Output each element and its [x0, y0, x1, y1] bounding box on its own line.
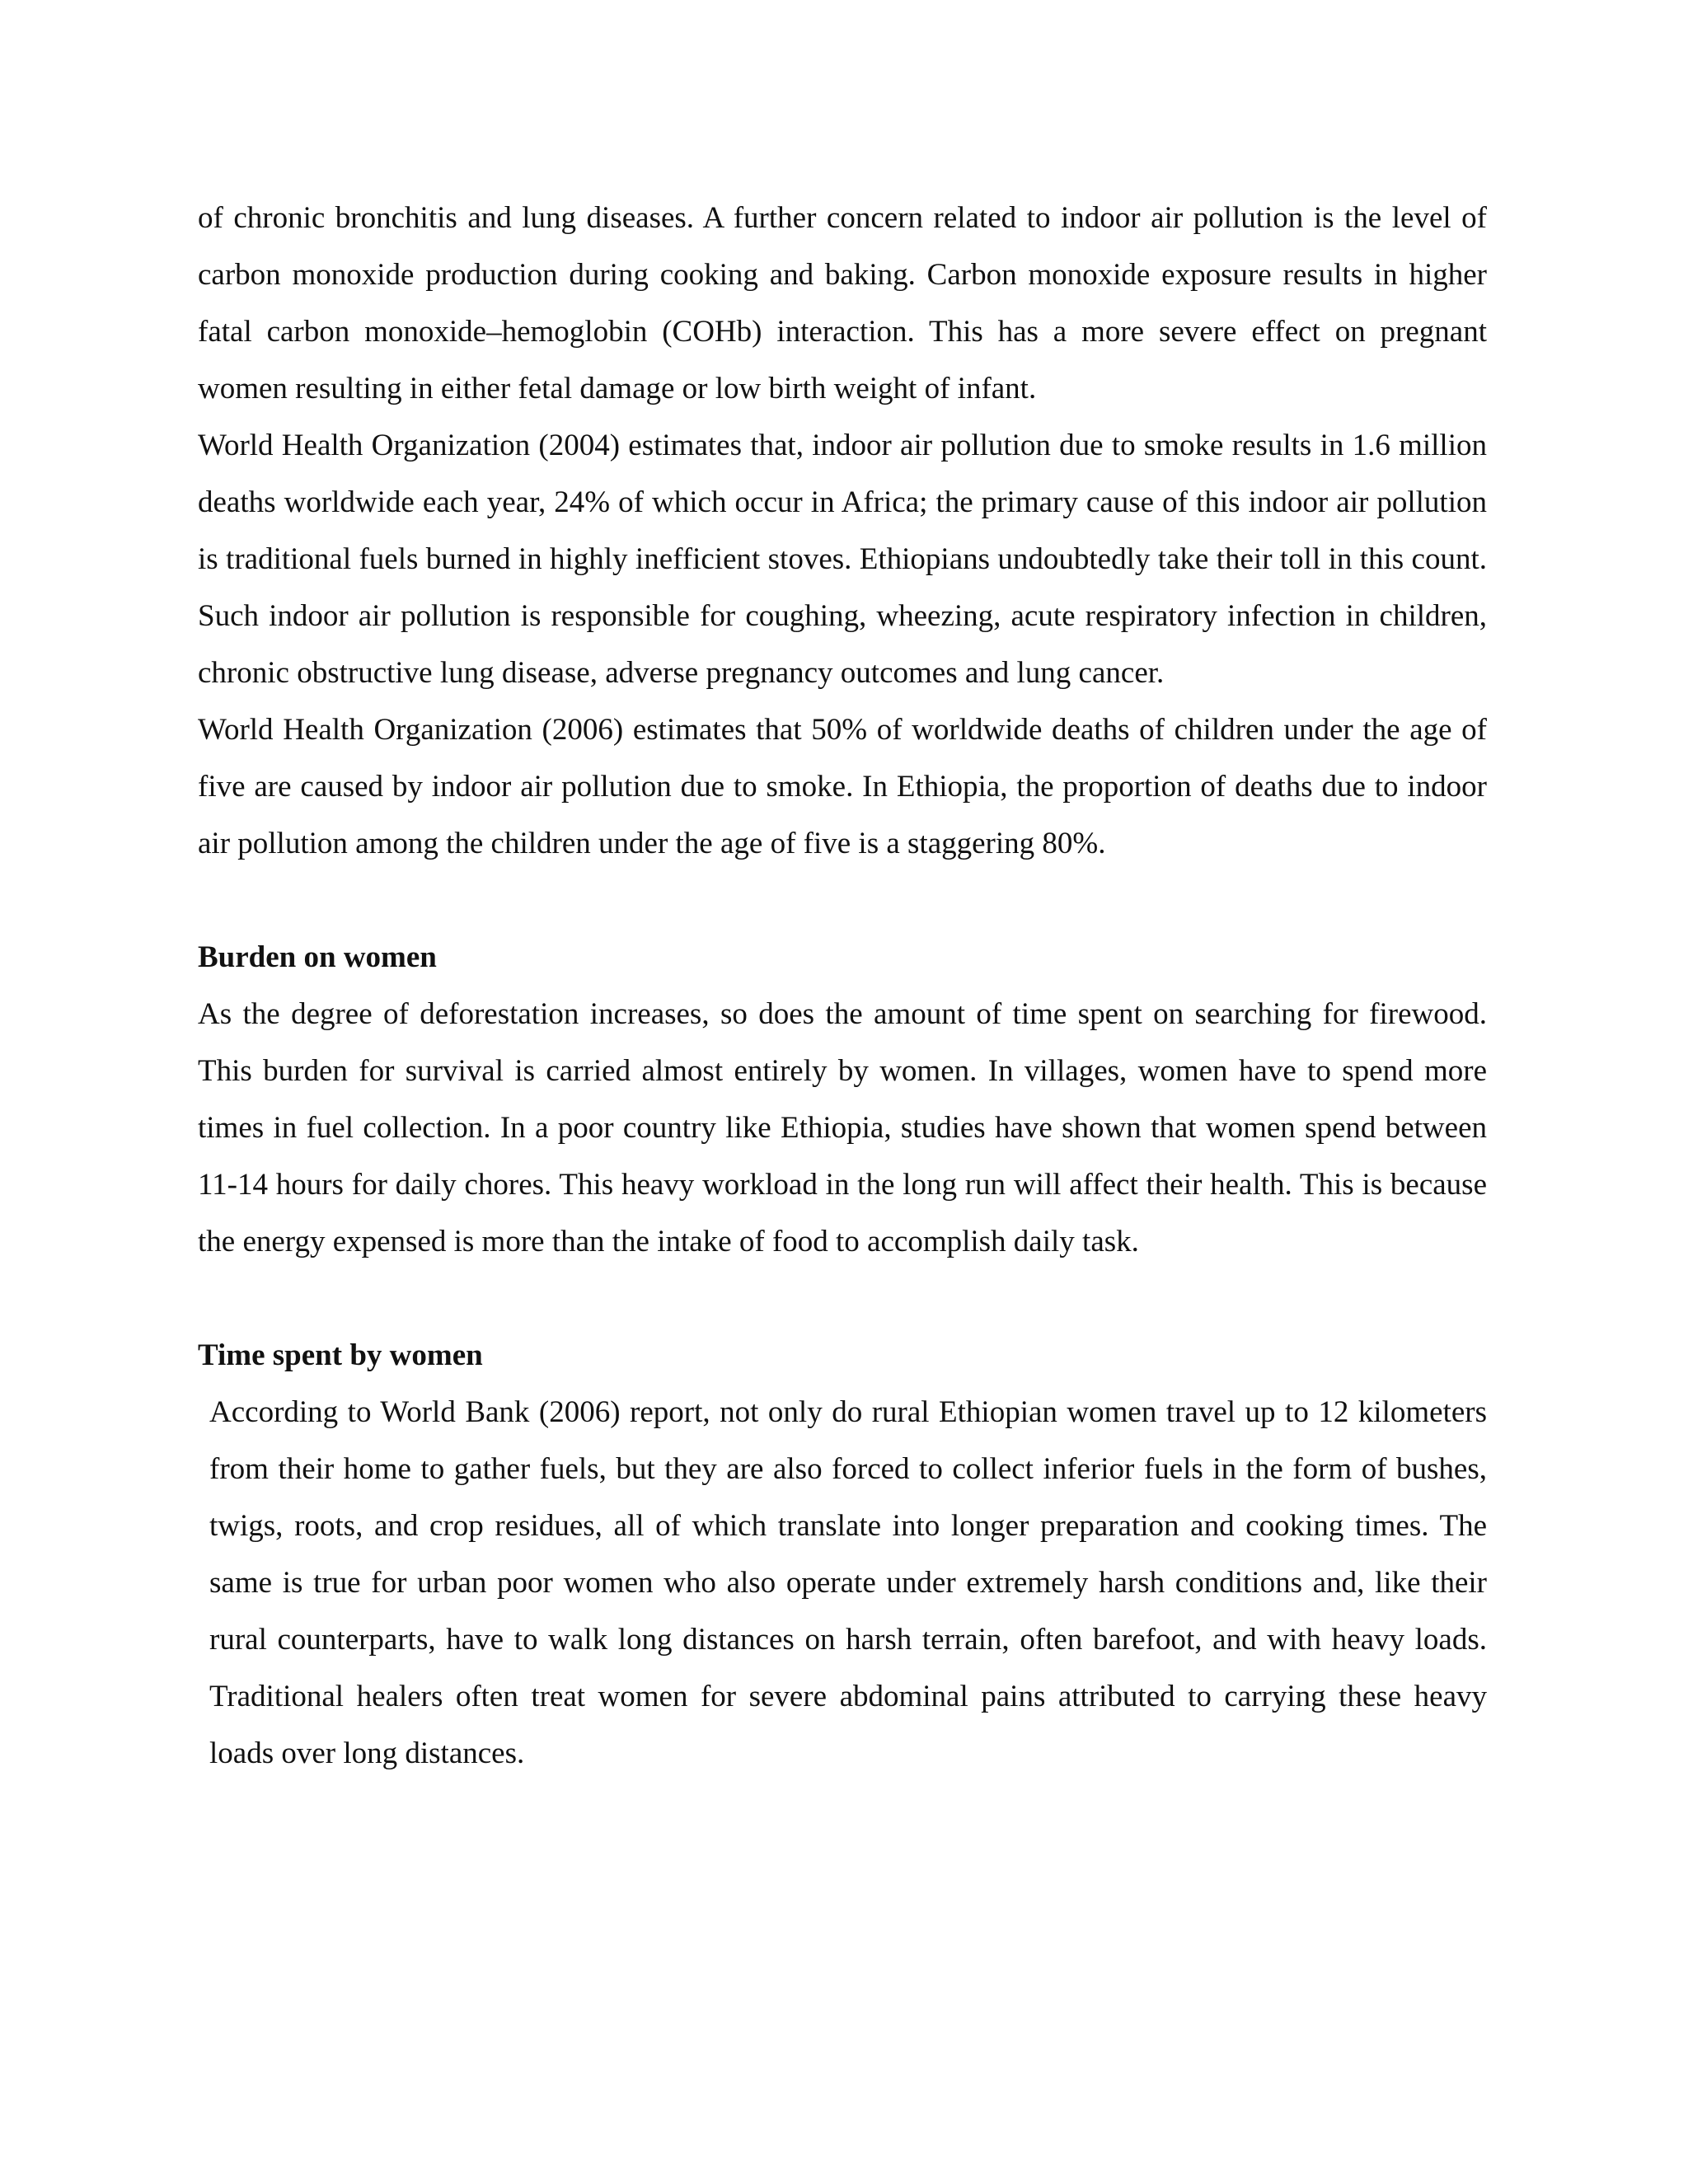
- heading-burden-on-women: Burden on women: [198, 940, 437, 974]
- paragraph-indoor-air-pollution: of chronic bronchitis and lung diseases. A further concern related to indoor air pollution is the level of carbon monoxide production during cooking and baking. Carbon monoxide exposure results in higher fatal carbon monoxide–hemoglobin (COHb) interaction. This has a more severe effect on pregnant women resulting in either fetal damage or low birth weight of infant.: [198, 201, 1487, 405]
- document-page: [198, 190, 1487, 1782]
- paragraph-who-2004: World Health Organization (2004) estimates that, indoor air pollution due to smoke results in 1.6 million deaths worldwide each year, 24% of which occur in Africa; the primary cause of this indoor air pollution is traditional fuels burned in highly inefficient stoves. Ethiopians undoubtedly take their toll in this count. Such indoor air pollution is responsible for coughing, wheezing, acute respiratory infection in children, chronic obstructive lung disease, adverse pregnancy outcomes and lung cancer.: [198, 429, 1487, 690]
- section-spacer: [198, 872, 1487, 929]
- paragraph-who-2006: World Health Organization (2006) estimates that 50% of worldwide deaths of children under the age of five are caused by indoor air pollution due to smoke. In Ethiopia, the proportion of deaths due to indoor air pollution among the children under the age of five is a staggering 80%.: [198, 713, 1487, 860]
- paragraph-burden-on-women: As the degree of deforestation increases, so does the amount of time spent on searching for firewood. This burden for survival is carried almost entirely by women. In villages, women have to spend more times in fuel collection. In a poor country like Ethiopia, studies have shown that women spend between 11-14 hours for daily chores. This heavy workload in the long run will affect their health. This is because the energy expensed is more than the intake of food to accomplish daily task.: [198, 997, 1487, 1258]
- section-spacer: [198, 1270, 1487, 1327]
- paragraph-time-spent-by-women: According to World Bank (2006) report, not only do rural Ethiopian women travel up to 12 kilometers from their home to gather fuels, but they are also forced to collect inferior fuels in the form of bushes, twigs, roots, and crop residues, all of which translate into longer preparation and cooking times. The same is true for urban poor women who also operate under extremely harsh conditions and, like their rural counterparts, have to walk long distances on harsh terrain, often barefoot, and with heavy loads. Traditional healers often treat women for severe abdominal pains attributed to carrying these heavy loads over long distances.: [209, 1395, 1487, 1770]
- heading-time-spent-by-women: Time spent by women: [198, 1338, 483, 1372]
